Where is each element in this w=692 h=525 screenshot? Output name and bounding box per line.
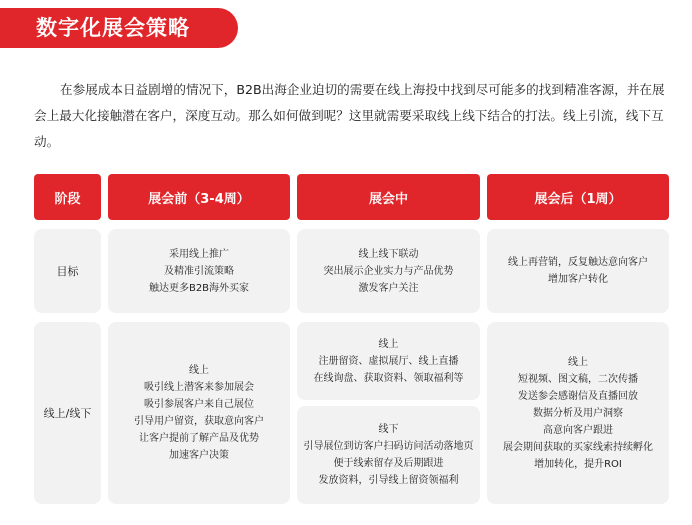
goal-before-line: 采用线上推广 [169, 248, 229, 260]
goal-during-line: 激发客户关注 [358, 282, 419, 294]
channel-during-offline-line: 便于线索留存及后期跟进 [333, 458, 444, 469]
channel-before-line: 线上 [189, 365, 209, 376]
channel-during-offline-line: 引导展位到访客户扫码访问活动落地页 [303, 441, 474, 452]
row-goal-label [34, 229, 101, 313]
channel-during-online-line: 线上 [378, 338, 399, 350]
header-before [108, 174, 290, 220]
channel-before-line: 加速客户决策 [169, 450, 229, 461]
title-banner [0, 8, 238, 48]
channel-before-line: 吸引线上潜客来参加展会 [144, 382, 254, 393]
channel-during-offline-line: 发放资料，引导线上留资领福利 [318, 475, 459, 486]
header-after-label: 展会后（1周） [534, 191, 622, 207]
channel-during-offline-line: 线下 [378, 424, 399, 435]
header-stage-label: 阶段 [54, 191, 81, 207]
header-stage [34, 174, 101, 220]
channel-during-online-cell [297, 322, 480, 400]
goal-during-line: 线上线下联动 [358, 248, 419, 260]
channel-after-line: 增加转化，提升ROI [534, 458, 622, 470]
row-goal-label-text: 目标 [56, 264, 79, 278]
goal-after-line: 线上再营销，反复触达意向客户 [508, 257, 648, 268]
page-title: 数字化展会策略 [36, 16, 190, 40]
row-channel-label-text: 线上/线下 [43, 406, 92, 420]
channel-before-line: 吸引参展客户来自己展位 [144, 399, 254, 410]
goal-before-line: 及精准引流策略 [164, 265, 234, 277]
channel-before-line: 引导用户留资，获取意向客户 [134, 416, 264, 427]
header-during-label: 展会中 [368, 191, 408, 207]
goal-during-line: 突出展示企业实力与产品优势 [323, 265, 454, 277]
channel-after-line: 展会期间获取的买家线索持续孵化 [503, 441, 653, 453]
header-during [297, 174, 480, 220]
goal-after-cell [487, 229, 669, 313]
channel-during-offline-cell [297, 406, 480, 504]
header-after [487, 174, 669, 220]
channel-after-cell [487, 322, 669, 504]
channel-after-line: 高意向客户跟进 [543, 424, 613, 436]
channel-during-online-line: 注册留资、虚拟展厅、线上直播 [318, 355, 459, 367]
goal-during-cell [297, 229, 480, 313]
header-before-label: 展会前（3-4周） [148, 191, 250, 207]
channel-before-cell [108, 322, 290, 504]
channel-after-line: 短视频、图文稿，二次传播 [518, 373, 638, 385]
channel-after-line: 线上 [568, 356, 588, 368]
goal-after-line: 增加客户转化 [548, 274, 608, 285]
channel-during-online-line: 在线询盘、获取资料、领取福利等 [313, 372, 464, 384]
goal-before-cell [108, 229, 290, 313]
channel-after-line: 发送参会感谢信及直播回放 [518, 390, 638, 402]
channel-before-line: 让客户提前了解产品及优势 [139, 433, 259, 444]
goal-before-line: 触达更多B2B海外买家 [148, 282, 250, 294]
row-channel-label [34, 322, 101, 504]
channel-after-line: 数据分析及用户洞察 [533, 407, 623, 419]
intro-paragraph: 在参展成本日益剧增的情况下，B2B出海企业迫切的需要在线上海投中找到尽可能多的找到精准客源，并在展会上最大化接触潜在客户，深度互动。那么如何做到呢？这里就需要采取线上线下结合的打法。线上引流，线下互动。 [34, 82, 665, 149]
